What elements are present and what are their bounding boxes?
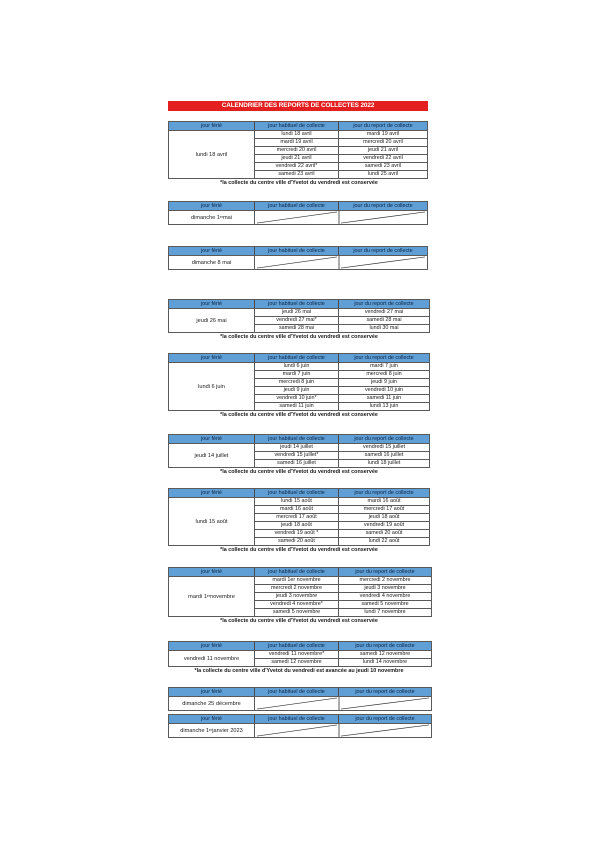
usual-day-cell: mercredi 20 avril	[255, 147, 339, 154]
holiday-table	[168, 567, 432, 617]
table-row	[255, 162, 427, 170]
holiday-label: dimanche 1	[180, 727, 210, 734]
usual-day-cell: jeudi 14 juillet	[255, 444, 339, 451]
holiday-block	[168, 488, 430, 553]
table-header	[169, 247, 427, 255]
holiday-label-tail: janvier 2023	[212, 727, 243, 734]
table-row	[255, 537, 429, 545]
holiday-label: jeudi 14 juillet	[194, 452, 229, 459]
usual-day-cell: samedi 20 août	[255, 538, 339, 545]
table-row	[255, 138, 427, 146]
table-row	[255, 650, 431, 658]
usual-day-cell: mardi 16 août	[255, 506, 339, 513]
report-day-cell: lundi 18 juillet	[367, 460, 401, 466]
header-jour-habituel: jour habituel de collecte	[255, 568, 339, 576]
usual-day-cell: vendredi 27 mai*	[255, 317, 339, 324]
collection-rows	[255, 650, 431, 666]
holiday-name	[169, 362, 255, 410]
header-jour-report: jour du report de collecte	[339, 202, 427, 210]
table-header	[169, 568, 431, 576]
report-day-cell: mercredi 8 juin	[366, 371, 402, 377]
holiday-name	[169, 308, 255, 332]
report-day-cell: jeudi 18 août	[368, 514, 400, 520]
holiday-table	[168, 714, 432, 738]
header-jour-ferie: jour férié	[169, 715, 255, 723]
usual-day-cell: samedi 16 juillet	[255, 460, 339, 467]
header-jour-report: jour du report de collecte	[339, 489, 429, 497]
report-day-cell: vendredi 15 juillet	[363, 444, 405, 450]
collection-rows	[255, 308, 429, 332]
header-jour-habituel: jour habituel de collecte	[255, 715, 339, 723]
strike-lines	[255, 697, 431, 710]
report-day-cell: samedi 23 avril	[364, 163, 402, 169]
report-day-cell: samedi 12 novembre	[359, 651, 411, 657]
table-header	[169, 688, 431, 696]
usual-day-cell: vendredi 10 juin*	[255, 395, 339, 402]
header-jour-ferie: jour férié	[169, 435, 255, 443]
header-jour-report: jour du report de collecte	[339, 688, 431, 696]
header-jour-report: jour du report de collecte	[339, 300, 429, 308]
table-row	[255, 378, 429, 386]
report-day-cell: vendredi 27 mai	[364, 309, 404, 315]
holiday-name	[169, 210, 255, 224]
holiday-table	[168, 353, 430, 411]
strike-lines	[255, 256, 427, 269]
table-header	[169, 202, 427, 210]
block-footnote: *la collecte du centre ville d'Yvetot du vendredi est conservée	[220, 547, 378, 553]
header-jour-ferie: jour férié	[169, 568, 255, 576]
usual-day-cell: vendredi 19 août *	[255, 530, 339, 537]
report-day-cell: lundi 25 avril	[367, 171, 399, 177]
holiday-name	[169, 650, 255, 666]
report-day-cell: lundi 13 juin	[369, 403, 399, 409]
usual-day-cell: jeudi 26 mai	[255, 309, 339, 316]
holiday-name	[169, 696, 255, 710]
usual-day-cell: jeudi 21 avril	[255, 155, 339, 162]
table-row	[255, 513, 429, 521]
header-jour-report: jour du report de collecte	[339, 715, 431, 723]
holiday-block	[168, 567, 432, 624]
holiday-table	[168, 641, 432, 667]
block-footnote: *la collecte du centre ville d'Yvetot du vendredi est conservée	[220, 412, 378, 418]
holiday-block	[168, 434, 430, 475]
holiday-label: lundi 18 avril	[195, 151, 228, 158]
report-day-cell: lundi 7 novembre	[364, 609, 406, 615]
usual-day-cell: mardi 19 avril	[255, 139, 339, 146]
header-jour-ferie: jour férié	[169, 122, 255, 130]
usual-day-cell: lundi 6 juin	[255, 363, 339, 370]
table-row	[255, 600, 431, 608]
report-day-cell: mercredi 17 août	[363, 506, 405, 512]
header-jour-ferie: jour férié	[169, 354, 255, 362]
table-row	[255, 394, 429, 402]
header-jour-habituel: jour habituel de collecte	[255, 122, 339, 130]
holiday-label: lundi 6 juin	[198, 383, 225, 390]
usual-day-cell: mardi 1er novembre	[255, 577, 339, 584]
holiday-name	[169, 576, 255, 616]
table-row	[255, 451, 429, 459]
header-jour-report: jour du report de collecte	[339, 642, 431, 650]
usual-day-cell: mardi 7 juin	[255, 371, 339, 378]
report-day-cell: jeudi 9 juin	[371, 379, 397, 385]
holiday-table	[168, 299, 430, 333]
block-footnote: *la collecte du centre ville d'Yvetot du vendredi est conservée	[220, 618, 378, 624]
collection-rows	[255, 497, 429, 545]
report-day-cell: jeudi 21 avril	[367, 147, 399, 153]
report-day-cell: lundi 30 mai	[369, 325, 399, 331]
table-row	[255, 170, 427, 178]
holiday-label: dimanche 1	[190, 214, 220, 221]
usual-day-cell: vendredi 22 avril*	[255, 163, 339, 170]
usual-day-cell: vendredi 4 novembre*	[255, 601, 339, 608]
report-day-cell: samedi 20 août	[365, 530, 403, 536]
holiday-label: jeudi 26 mai	[196, 317, 227, 324]
holiday-table	[168, 687, 432, 711]
holiday-block	[168, 246, 428, 270]
holiday-label-tail: mai	[223, 214, 233, 221]
holiday-ordinal: er	[219, 215, 224, 219]
table-header	[169, 435, 429, 443]
usual-day-cell: jeudi 9 juin	[255, 387, 339, 394]
usual-day-cell: jeudi 18 août	[255, 522, 339, 529]
header-jour-report: jour du report de collecte	[339, 435, 429, 443]
header-jour-habituel: jour habituel de collecte	[255, 688, 339, 696]
header-jour-ferie: jour férié	[169, 300, 255, 308]
holiday-name	[169, 443, 255, 467]
table-row	[255, 370, 429, 378]
usual-day-cell: samedi 12 novembre	[255, 659, 339, 666]
holiday-block	[168, 353, 430, 418]
holiday-table	[168, 488, 430, 546]
holiday-ordinal: er	[209, 728, 213, 732]
header-jour-ferie: jour férié	[169, 247, 255, 255]
report-day-cell: lundi 14 novembre	[362, 659, 408, 665]
report-day-cell: samedi 16 juillet	[364, 452, 404, 458]
holiday-name	[169, 130, 255, 178]
document-title: CALENDRIER DES REPORTS DE COLLECTES 2022	[168, 101, 428, 111]
header-jour-habituel: jour habituel de collecte	[255, 435, 339, 443]
report-day-cell: jeudi 3 novembre	[364, 585, 406, 591]
report-day-cell: vendredi 10 juin	[364, 387, 404, 393]
holiday-block	[168, 299, 430, 340]
report-day-cell: samedi 5 novembre	[361, 601, 409, 607]
usual-day-cell: vendredi 15 juillet*	[255, 452, 339, 459]
report-day-cell: samedi 28 mai	[366, 317, 402, 323]
usual-day-cell: lundi 15 août	[255, 498, 339, 505]
table-row	[255, 308, 429, 316]
usual-day-cell: mercredi 17 août	[255, 514, 339, 521]
holiday-block	[168, 714, 432, 738]
strike-lines	[255, 724, 431, 737]
header-jour-habituel: jour habituel de collecte	[255, 354, 339, 362]
usual-day-cell: samedi 28 mai	[255, 325, 339, 332]
holiday-block	[168, 201, 428, 225]
holiday-table	[168, 121, 428, 179]
no-change-cells	[255, 723, 431, 737]
collection-rows	[255, 362, 429, 410]
holiday-table	[168, 434, 430, 468]
usual-day-cell: vendredi 11 novembre*	[255, 651, 339, 658]
strike-lines	[255, 211, 427, 224]
collection-rows	[255, 443, 429, 467]
collection-rows	[255, 576, 431, 616]
header-jour-habituel: jour habituel de collecte	[255, 489, 339, 497]
table-row	[255, 402, 429, 410]
table-header	[169, 642, 431, 650]
usual-day-cell: jeudi 3 novembre	[255, 593, 339, 600]
table-row	[255, 497, 429, 505]
holiday-block	[168, 121, 428, 186]
block-footnote: *la collecte du centre ville d'Yvetot du vendredi est conservée	[220, 334, 378, 340]
report-day-cell: vendredi 19 août	[363, 522, 405, 528]
usual-day-cell: lundi 18 avril	[255, 131, 339, 138]
table-row	[255, 324, 429, 332]
holiday-block	[168, 687, 432, 711]
header-jour-ferie: jour férié	[169, 202, 255, 210]
usual-day-cell: mercredi 2 novembre	[255, 585, 339, 592]
holiday-label: vendredi 11 novembre	[183, 655, 240, 662]
table-row	[255, 146, 427, 154]
report-day-cell: mardi 7 juin	[370, 363, 398, 369]
header-jour-ferie: jour férié	[169, 642, 255, 650]
holiday-label: dimanche 25 décembre	[182, 700, 241, 707]
table-row	[255, 521, 429, 529]
holiday-name	[169, 723, 255, 737]
table-header	[169, 489, 429, 497]
report-day-cell: vendredi 4 novembre	[359, 593, 411, 599]
table-row	[255, 576, 431, 584]
table-header	[169, 715, 431, 723]
header-jour-habituel: jour habituel de collecte	[255, 642, 339, 650]
report-day-cell: vendredi 22 avril	[363, 155, 403, 161]
report-day-cell: mardi 16 août	[367, 498, 401, 504]
table-header	[169, 122, 427, 130]
header-jour-habituel: jour habituel de collecte	[255, 247, 339, 255]
usual-day-cell: samedi 5 novembre	[255, 609, 339, 616]
report-day-cell: mercredi 20 avril	[363, 139, 403, 145]
table-row	[255, 154, 427, 162]
holiday-table	[168, 201, 428, 225]
usual-day-cell: mercredi 8 juin	[255, 379, 339, 386]
holiday-name	[169, 497, 255, 545]
table-row	[255, 608, 431, 616]
header-jour-report: jour du report de collecte	[339, 568, 431, 576]
table-row	[255, 443, 429, 451]
no-change-cells	[255, 255, 427, 269]
header-jour-habituel: jour habituel de collecte	[255, 300, 339, 308]
header-jour-habituel: jour habituel de collecte	[255, 202, 339, 210]
table-row	[255, 386, 429, 394]
report-day-cell: mercredi 2 novembre	[359, 577, 411, 583]
holiday-label: mardi 1	[188, 593, 207, 600]
header-jour-report: jour du report de collecte	[339, 354, 429, 362]
holiday-name	[169, 255, 255, 269]
holiday-label-tail: novembre	[209, 593, 235, 600]
header-jour-ferie: jour férié	[169, 489, 255, 497]
collection-rows	[255, 130, 427, 178]
no-change-cells	[255, 210, 427, 224]
usual-day-cell: samedi 23 avril	[255, 171, 339, 178]
holiday-block	[168, 641, 432, 674]
usual-day-cell: samedi 11 juin	[255, 403, 339, 410]
holiday-label: dimanche 8 mai	[191, 259, 232, 266]
table-row	[255, 658, 431, 666]
header-jour-report: jour du report de collecte	[339, 247, 427, 255]
table-row	[255, 529, 429, 537]
holiday-table	[168, 246, 428, 270]
header-jour-report: jour du report de collecte	[339, 122, 427, 130]
table-header	[169, 354, 429, 362]
table-header	[169, 300, 429, 308]
table-row	[255, 459, 429, 467]
table-row	[255, 584, 431, 592]
table-row	[255, 592, 431, 600]
report-day-cell: mardi 19 avril	[366, 131, 400, 137]
no-change-cells	[255, 696, 431, 710]
table-row	[255, 130, 427, 138]
report-day-cell: lundi 22 août	[368, 538, 400, 544]
header-jour-ferie: jour férié	[169, 688, 255, 696]
block-footnote: *la collecte du centre ville d'Yvetot du vendredi est conservée	[220, 180, 378, 186]
table-row	[255, 505, 429, 513]
holiday-ordinal: er	[206, 594, 210, 598]
block-footnote: *la collecte du centre ville d'Yvetot du vendredi est conservée	[220, 469, 378, 475]
report-day-cell: samedi 11 juin	[366, 395, 402, 401]
table-row	[255, 316, 429, 324]
table-row	[255, 362, 429, 370]
holiday-label: lundi 15 août	[195, 518, 228, 525]
block-footnote: *la collecte du centre ville d'Yvetot du vendredi est avancée au jeudi 10 novembre	[194, 668, 404, 674]
